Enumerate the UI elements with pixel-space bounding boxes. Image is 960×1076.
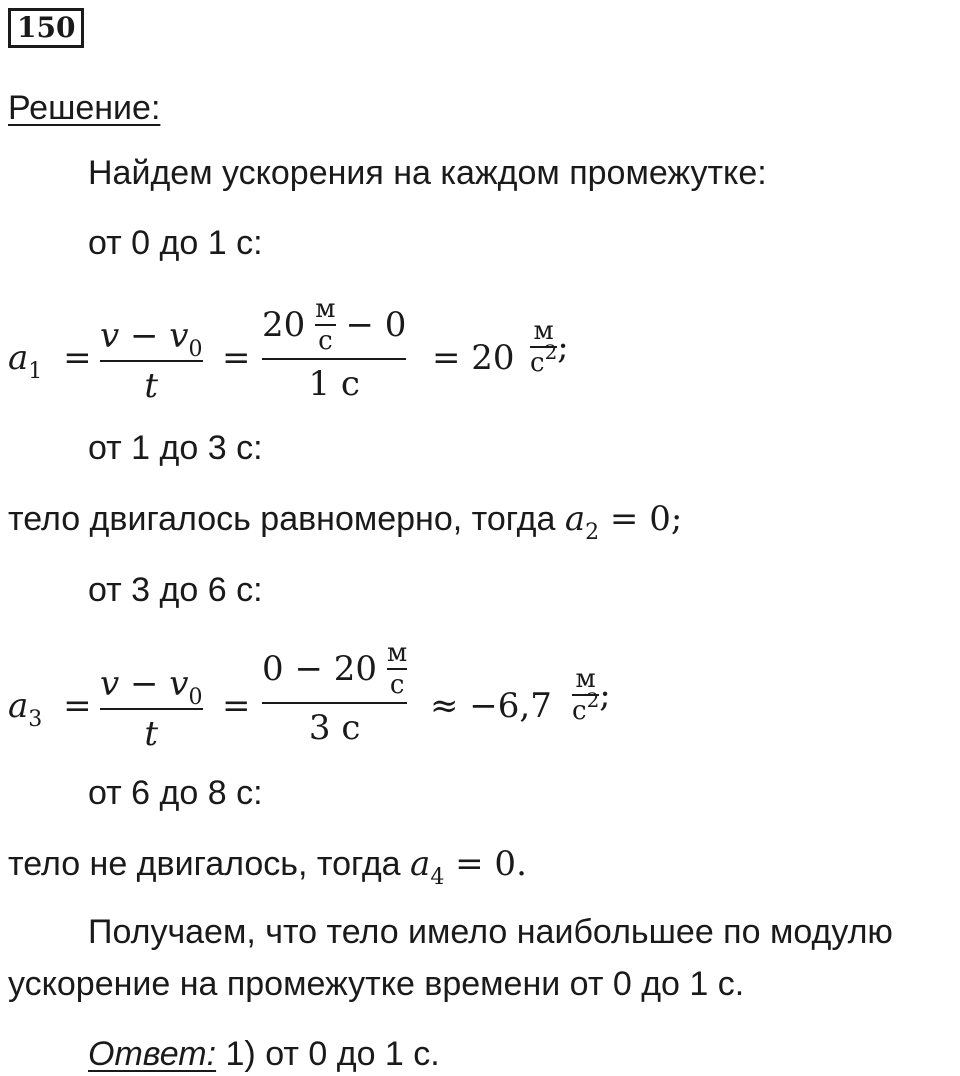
eq1-lhs: $a_1$ = xyxy=(8,338,92,384)
interval-4-label: от 6 до 8 с: xyxy=(88,774,263,812)
answer-line xyxy=(88,1034,440,1074)
answer-text: 1) от 0 до 1 с. xyxy=(216,1035,440,1073)
eq1-result: = 20 xyxy=(432,338,515,378)
eq3-fraction-2: 0 − 20 м с 3 с xyxy=(262,638,408,748)
answer-label: Ответ: xyxy=(88,1035,217,1073)
eq1-fraction-2: 20 м с − 0 1 с xyxy=(262,294,407,404)
problem-number-badge: 150 xyxy=(8,8,84,48)
eq3-fraction-1: $v - v_0$ t xyxy=(100,664,203,754)
eq3-equals-2: = xyxy=(222,686,251,726)
eq1-fraction-1: $v - v_0$ t xyxy=(100,316,203,406)
intro-line: Найдем ускорения на каждом промежутке: xyxy=(88,154,767,192)
interval-1-label: от 0 до 1 с: xyxy=(88,224,263,262)
conclusion-line-1: Получаем, что тело имело наибольшее по модулю xyxy=(88,913,893,951)
rest-line: тело не двигалось, тогда $a_4 = 0$. xyxy=(8,844,527,890)
eq1-result-unit: м $с^2$ ; xyxy=(530,316,569,378)
eq1-equals-2: = xyxy=(222,338,251,378)
eq3-result: ≈ −6,7 xyxy=(430,686,552,726)
uniform-motion-line: тело двигалось равномерно, тогда $a_2 = 0$; xyxy=(8,499,683,545)
eq3-result-unit: м $с^2$ ; xyxy=(572,664,611,726)
eq3-lhs: $a_3$ = xyxy=(8,686,92,732)
conclusion-line-2: ускорение на промежутке времени от 0 до 1 с. xyxy=(8,965,745,1003)
interval-2-label: от 1 до 3 с: xyxy=(88,429,263,467)
interval-3-label: от 3 до 6 с: xyxy=(88,571,263,609)
solution-label: Решение: xyxy=(8,89,161,127)
